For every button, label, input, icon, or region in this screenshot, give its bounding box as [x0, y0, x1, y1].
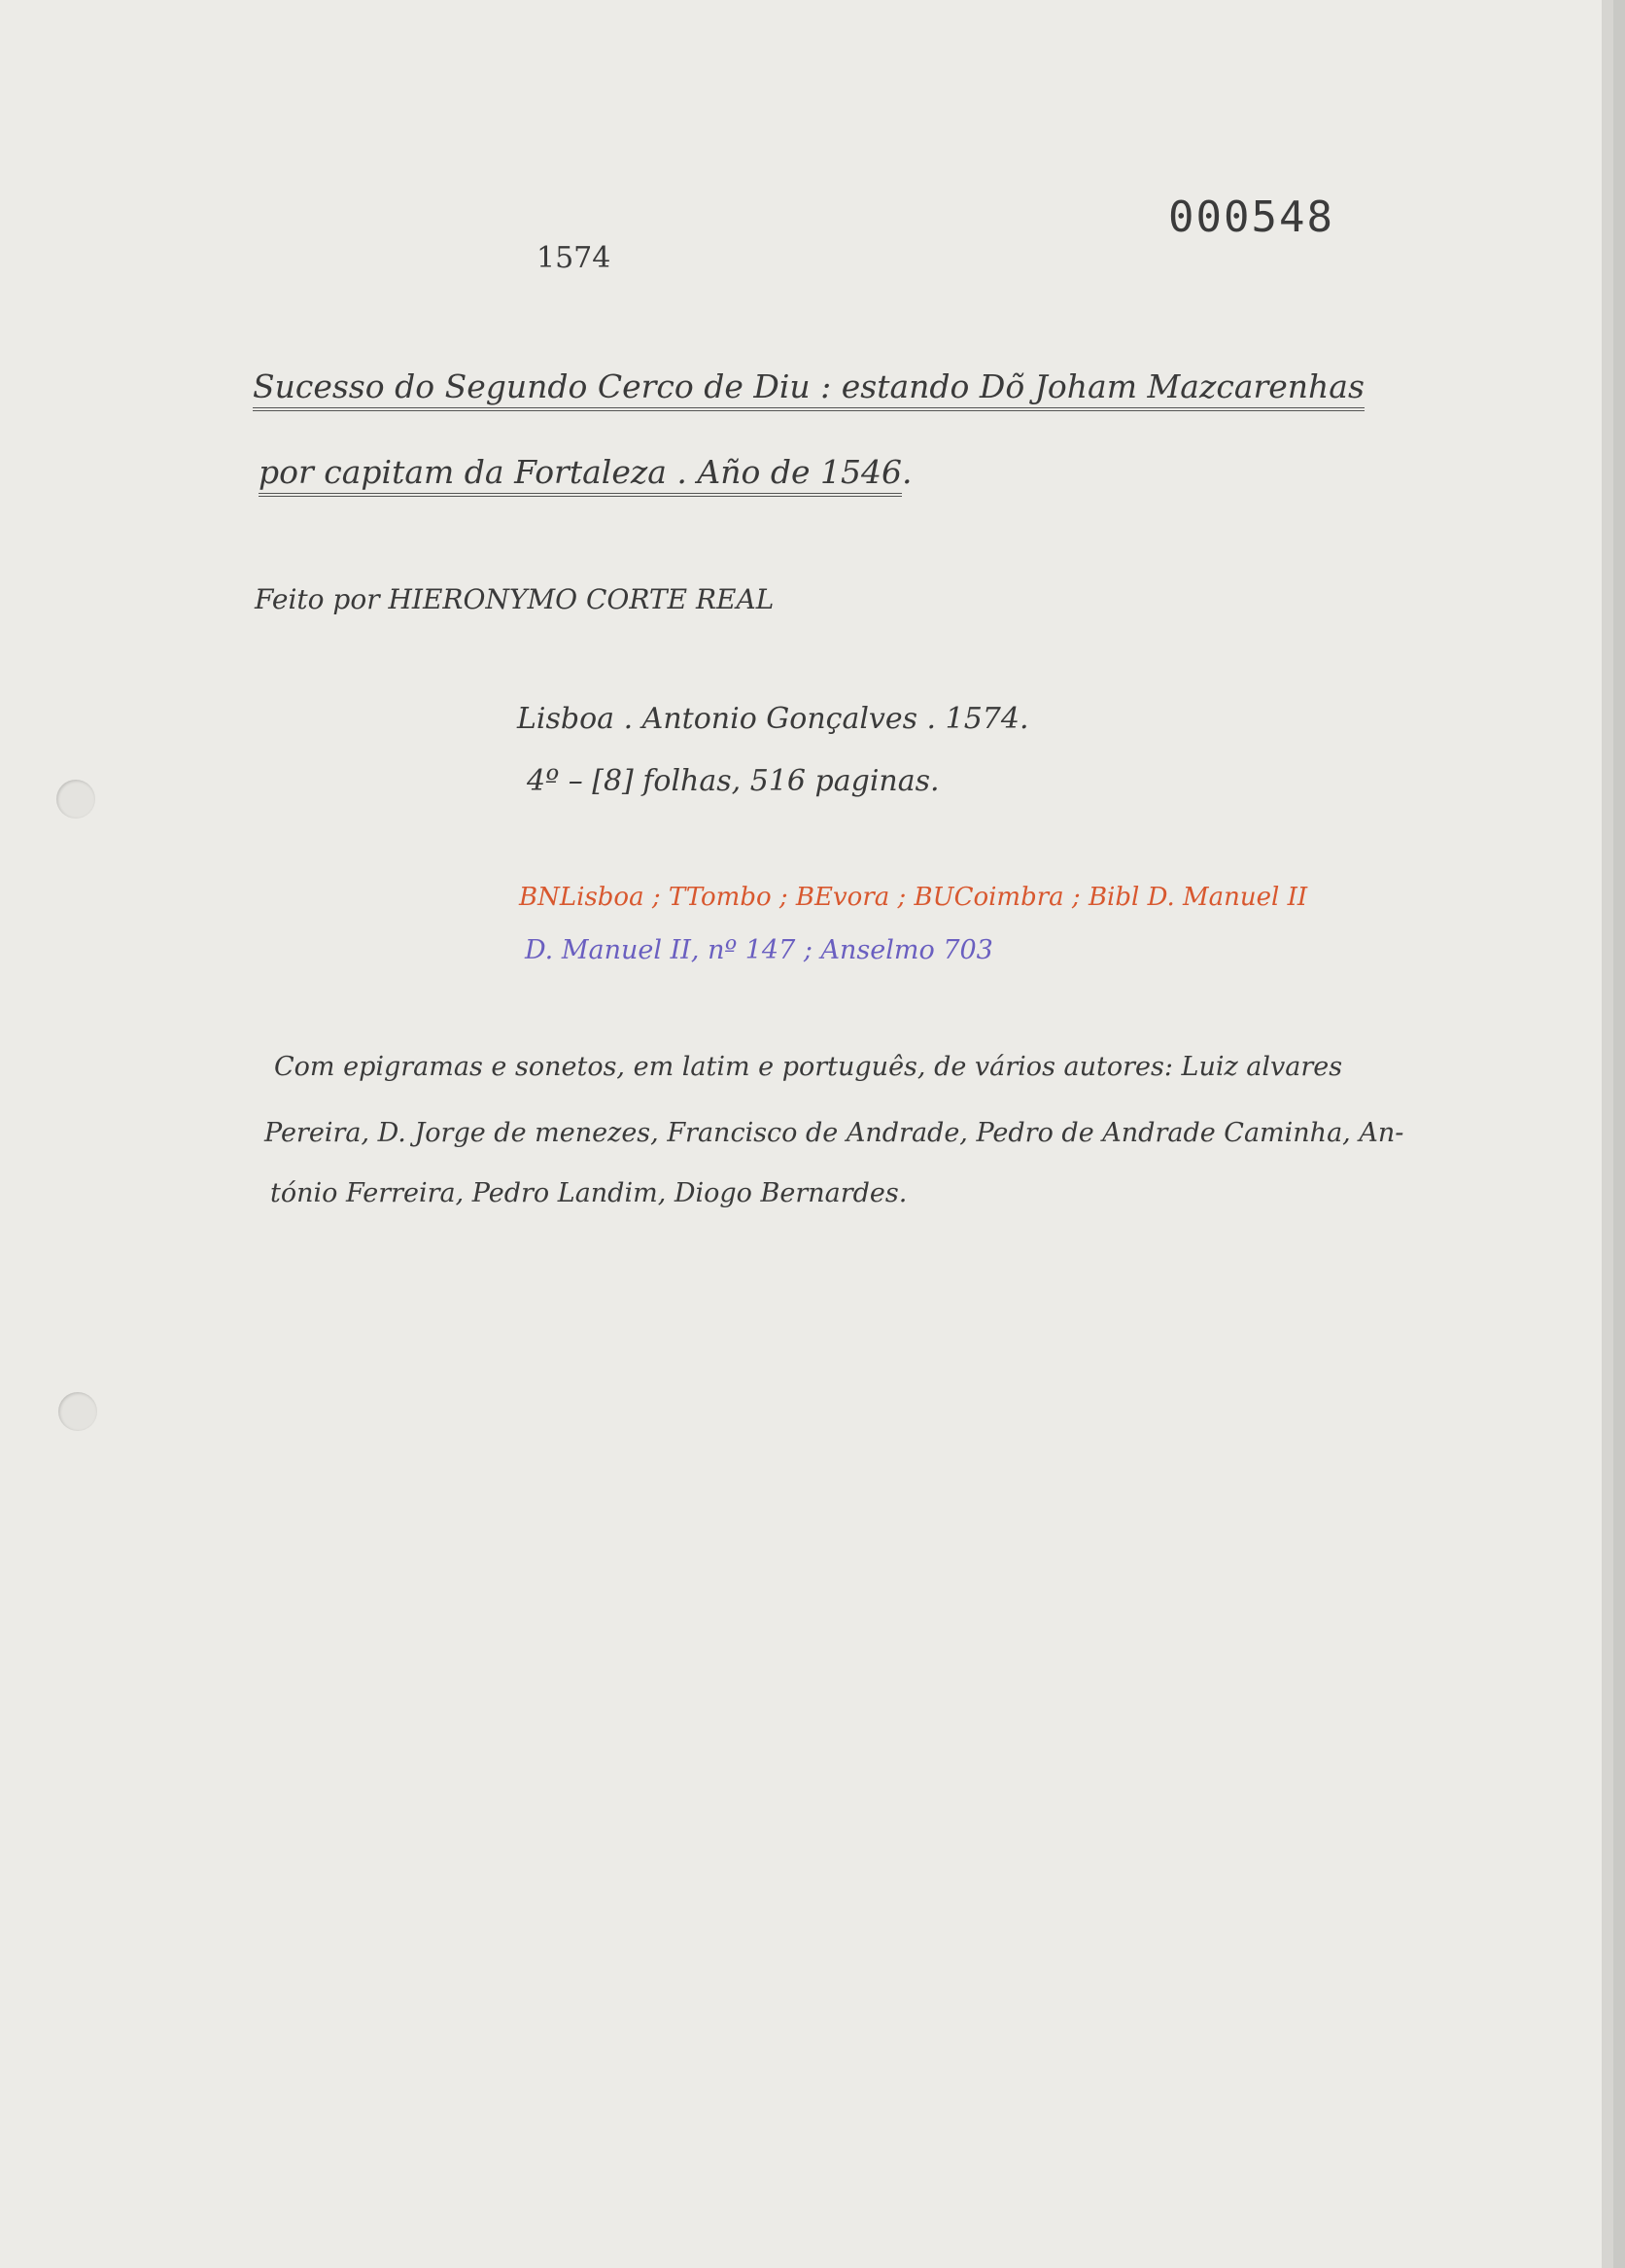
title-line-2-period: .: [901, 453, 913, 491]
accession-number-stamp: 000548: [1168, 192, 1334, 242]
title-line-2: [259, 453, 912, 491]
author-statement: Feito por HIERONYMO CORTE REAL: [255, 583, 775, 615]
note-line-1: Com epigramas e sonetos, em latim e português, de vários autores: Luiz alvares: [274, 1052, 1343, 1082]
note-line-2: Pereira, D. Jorge de menezes, Francisco de Andrade, Pedro de Andrade Caminha, An-: [264, 1118, 1404, 1148]
punch-hole-bottom: [58, 1392, 97, 1431]
imprint: Lisboa . Antonio Gonçalves . 1574.: [517, 702, 1029, 736]
title-line-2-text: por capitam da Fortaleza . Año de 1546: [259, 453, 902, 497]
punch-hole-top: [56, 780, 95, 819]
collation: 4º – [8] folhas, 516 paginas.: [527, 764, 940, 798]
note-line-3: tónio Ferreira, Pedro Landim, Diogo Bernardes.: [270, 1178, 908, 1208]
title-line-1: Sucesso do Segundo Cerco de Diu : estando Dõ Joham Mazcarenhas: [253, 367, 1365, 411]
holdings-blue: D. Manuel II, nº 147 ; Anselmo 703: [525, 935, 993, 965]
year-label: 1574: [536, 241, 611, 275]
page-edge: [1602, 0, 1613, 2268]
holdings-red: BNLisboa ; TTombo ; BEvora ; BUCoimbra ; Bibl D. Manuel II: [519, 883, 1308, 912]
